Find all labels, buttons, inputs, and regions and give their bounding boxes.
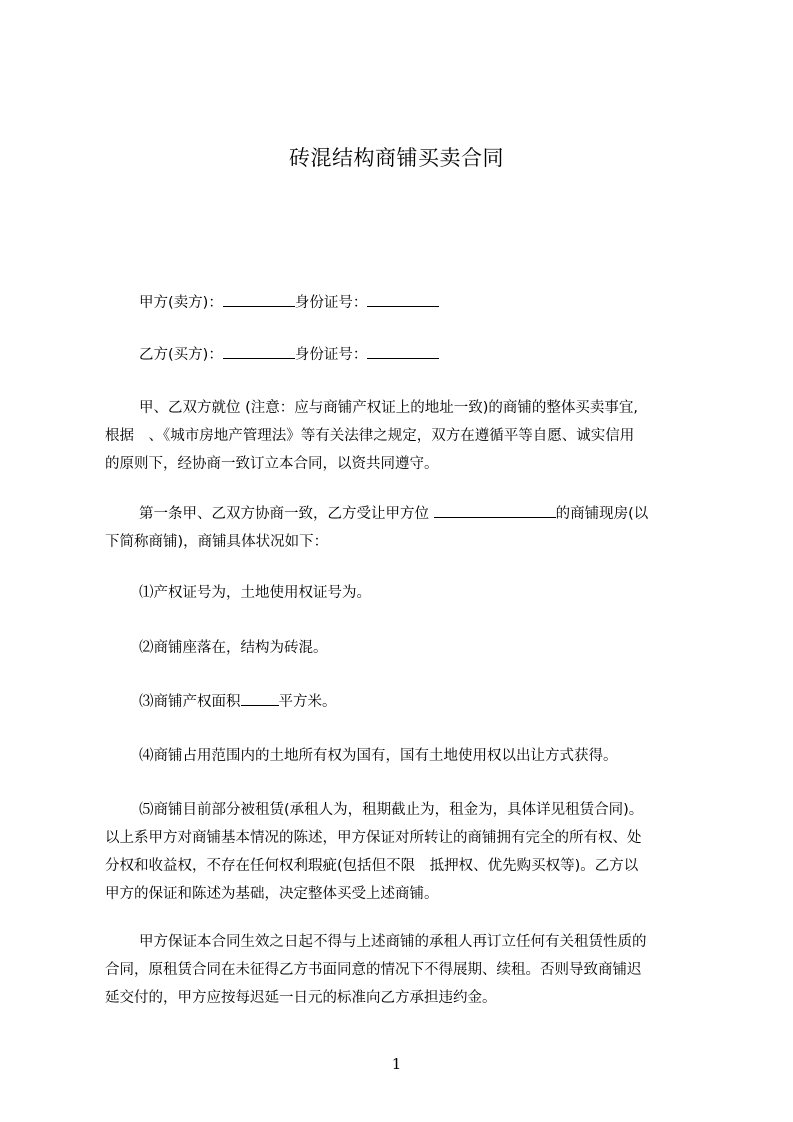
party-b-label: 乙方(买方)： (139, 347, 223, 363)
party-b-id-blank (367, 344, 439, 359)
party-a-label: 甲方(卖方)： (139, 295, 223, 311)
item-3-area-blank (241, 691, 279, 706)
item-4-text: ⑷商铺占用范围内的土地所有权为国有，国有土地使用权以出让方式获得。 (139, 748, 618, 764)
guarantee-paragraph (105, 928, 705, 1012)
item-2-text: ⑵商铺座落在，结构为砖混。 (139, 640, 328, 656)
party-a-name-blank (223, 292, 295, 307)
guarantee-line-2: 合同，原租赁合同在未征得乙方书面同意的情况下不得展期、续租。否则导致商铺迟 (105, 962, 642, 978)
intro-line-3: 的原则下，经协商一致订立本合同，以资共同遵守。 (105, 456, 439, 472)
document-title: 砖混结构商铺买卖合同 (289, 146, 504, 170)
item-3-text-b: 平方米。 (278, 694, 337, 710)
item-1 (105, 579, 705, 607)
party-b-name-blank (223, 344, 295, 359)
item-4 (105, 742, 705, 770)
guarantee-line-3: 延交付的，甲方应按每迟延一日元的标准向乙方承担违约金。 (105, 990, 497, 1006)
party-b-line (105, 341, 705, 369)
page-number: 1 (391, 1055, 402, 1073)
party-b-id-label: 身份证号： (294, 347, 368, 363)
item-5-line-3: 分权和收益权，不存在任何权利瑕疵(包括但不限 抵押权、优先购买权等)。乙方以 (105, 858, 639, 874)
party-a-id-blank (367, 292, 439, 307)
item-2 (105, 634, 705, 662)
item-5-paragraph (105, 796, 705, 908)
party-a-line (105, 289, 705, 317)
intro-line-2: 根据 、《城市房地产管理法》等有关法律之规定，双方在遵循平等自愿、诚实信用 (105, 428, 635, 444)
item-3 (105, 688, 705, 716)
item-5-line-2: 以上系甲方对商铺基本情况的陈述，甲方保证对所转让的商铺拥有完全的所有权、处 (105, 830, 642, 846)
article-1-text-a: 第一条甲、乙双方协商一致，乙方受让甲方位 (139, 506, 434, 522)
article-1-line-1 (105, 500, 705, 528)
article-1-line-2: 下简称商铺)，商铺具体状况如下： (105, 534, 329, 550)
intro-paragraph (105, 394, 705, 478)
article-1-paragraph (105, 500, 705, 556)
article-1-location-blank (434, 503, 556, 518)
guarantee-line-1: 甲方保证本合同生效之日起不得与上述商铺的承租人再订立任何有关租赁性质的 (139, 934, 647, 950)
intro-line-1: 甲、乙双方就位 (注意：应与商铺产权证上的地址一致)的商铺的整体买卖事宜, (139, 400, 639, 416)
item-5-line-1: ⑸商铺目前部分被租赁(承租人为，租期截止为，租金为，具体详见租赁合同)。 (139, 802, 644, 818)
item-3-text-a: ⑶商铺产权面积 (139, 694, 241, 710)
party-a-id-label: 身份证号： (294, 295, 368, 311)
item-1-text: ⑴产权证号为，土地使用权证号为。 (139, 585, 371, 601)
article-1-text-b: 的商铺现房(以 (555, 506, 649, 522)
item-5-line-4: 甲方的保证和陈述为基础，决定整体买受上述商铺。 (105, 886, 439, 902)
